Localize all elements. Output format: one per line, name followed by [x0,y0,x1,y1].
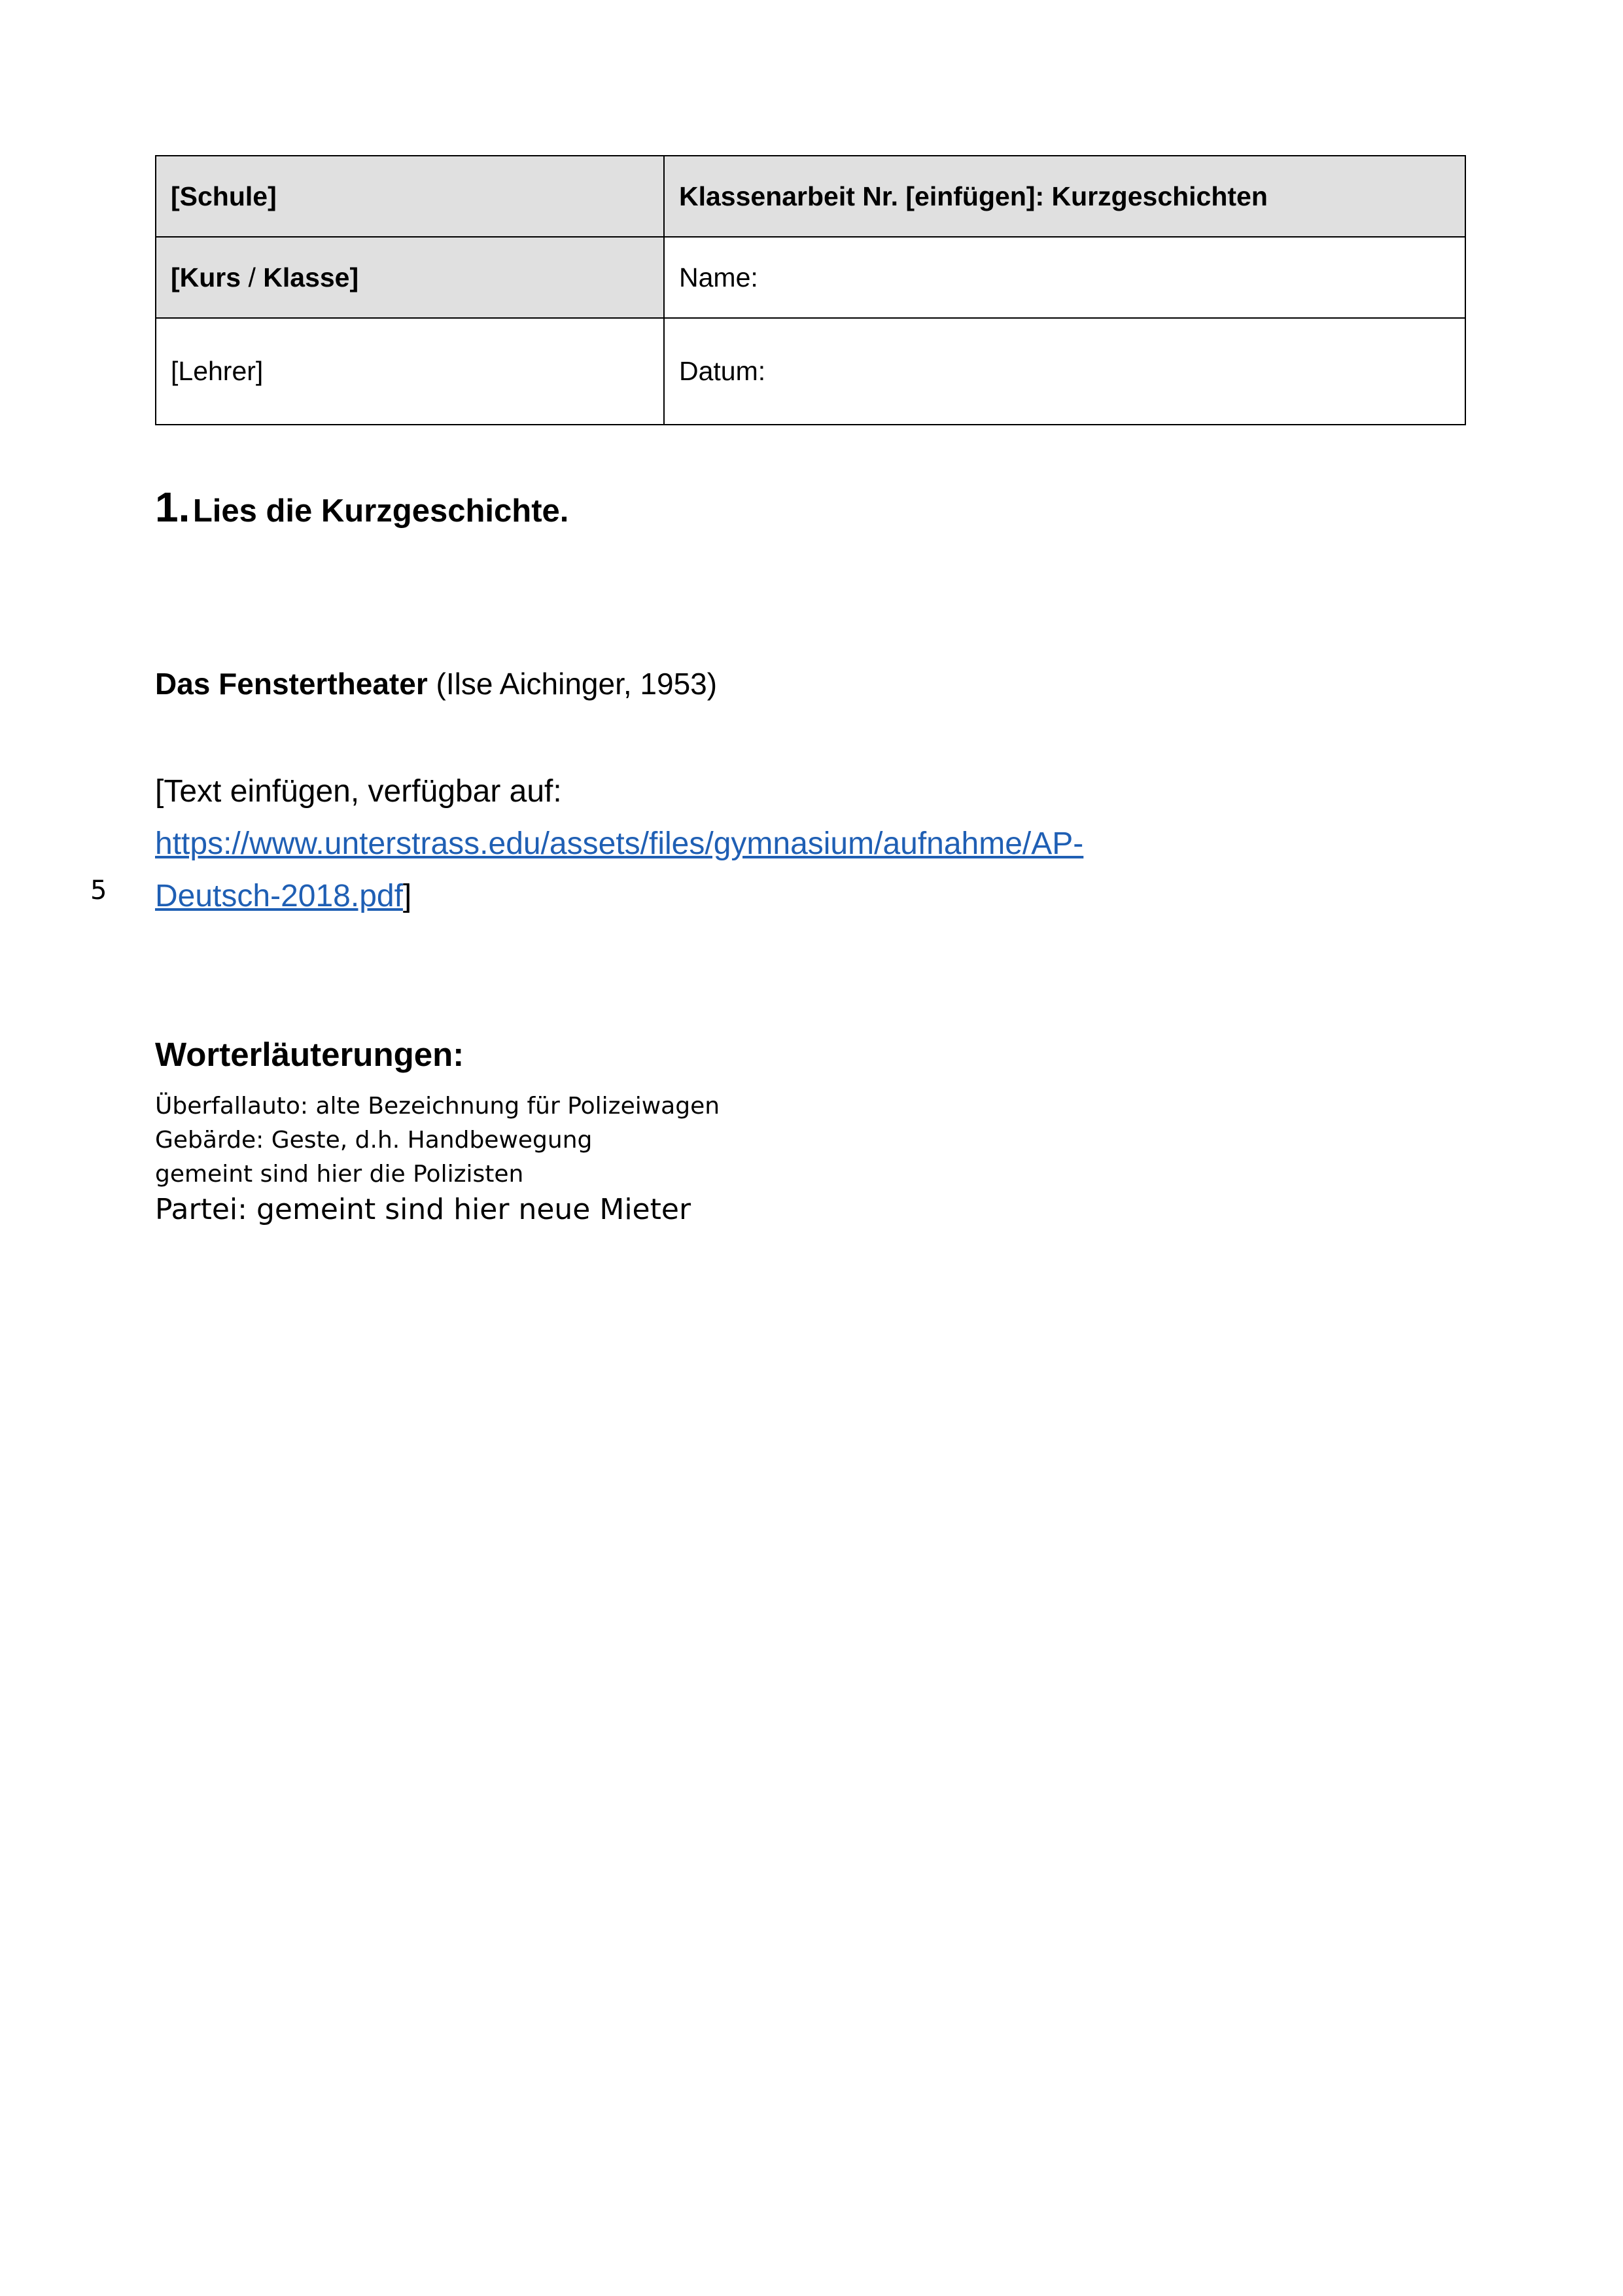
insert-suffix: ] [402,879,412,913]
story-author-year: (Ilse Aichinger, 1953) [427,667,718,701]
header-row-2 [156,237,1465,318]
task-title: Lies die Kurzgeschichte. [192,493,569,529]
glossary-heading: Worterläuterungen: [155,1036,464,1073]
course-suffix: Klasse] [255,262,359,292]
course-slash: / [248,262,256,292]
story-title [155,666,717,701]
header-table [155,155,1466,425]
insert-text-note [155,766,1470,923]
name-cell[interactable]: Name: [664,237,1465,318]
glossary-item: gemeint sind hier die Polizisten [155,1161,524,1188]
date-cell[interactable]: Datum: [664,318,1465,425]
task-heading [155,483,568,531]
exam-title-cell: Klassenarbeit Nr. [einfügen]: Kurzgeschichten [664,156,1465,237]
story-title-bold: Das Fenstertheater [155,667,428,701]
teacher-cell: [Lehrer] [156,318,664,425]
course-prefix: [Kurs [171,262,249,292]
glossary-item: Partei: gemeint sind hier neue Mieter [155,1193,691,1226]
school-cell: [Schule] [156,156,664,237]
task-number: 1. [155,484,190,531]
header-row-1 [156,156,1465,237]
glossary-list [155,1089,720,1228]
glossary-item: Überfallauto: alte Bezeichnung für Polizeiwagen [155,1093,720,1120]
source-link[interactable]: https://www.unterstrass.edu/assets/files/gymnasium/aufnahme/AP- Deutsch-2018.pdf [155,826,1084,913]
line-number: 5 [90,875,107,906]
glossary-item: Gebärde: Geste, d.h. Handbewegung [155,1127,593,1154]
insert-prefix: [Text einfügen, verfügbar auf: [155,774,562,809]
header-row-3 [156,318,1465,425]
course-cell [156,237,664,318]
